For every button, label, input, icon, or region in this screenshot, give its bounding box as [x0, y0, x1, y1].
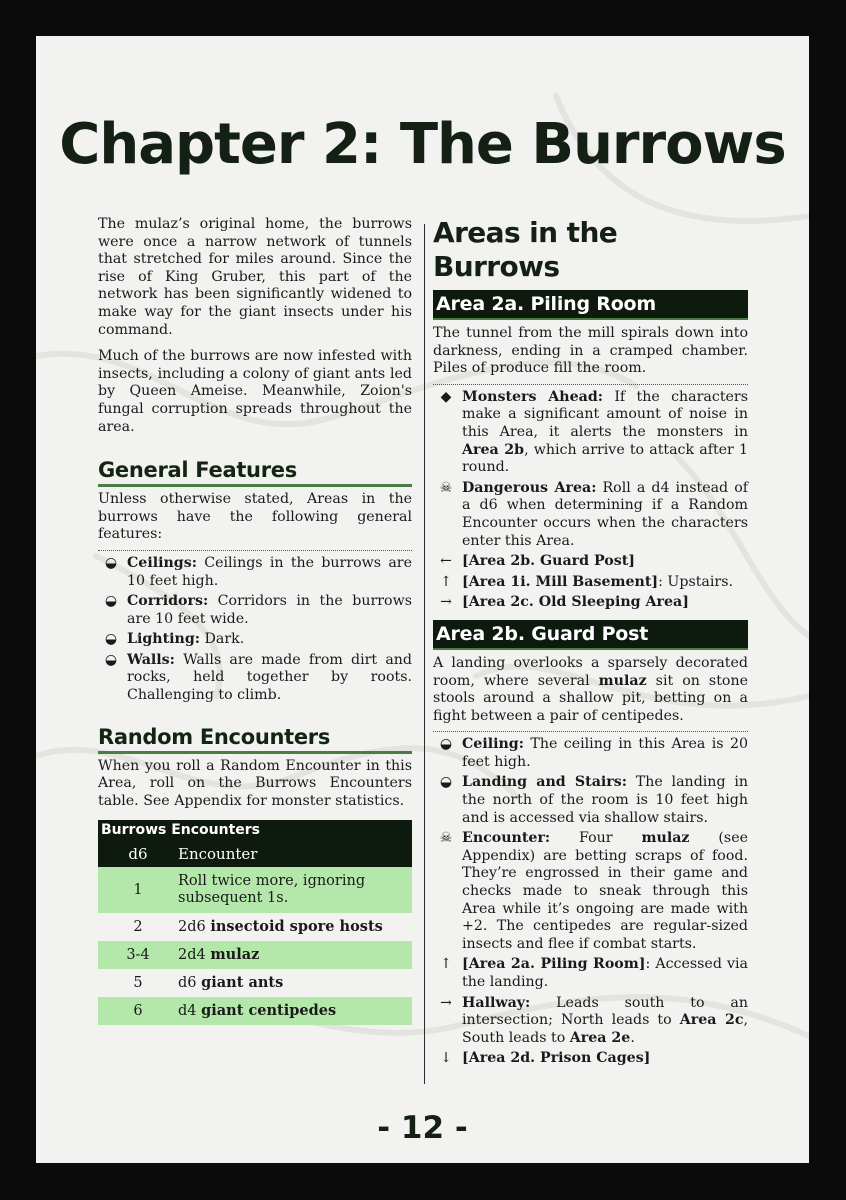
half-circle-icon: ◒ [439, 736, 453, 753]
half-circle-icon: ◒ [104, 554, 118, 571]
table-header [98, 841, 412, 867]
general-features-intro: Unless otherwise stated, Areas in the burrows have the following general features: [98, 491, 412, 543]
table-row: 2 2d6 insectoid spore hosts [133, 918, 383, 936]
feature-corridors: ◒ Corridors: Corridors in the burrows are 10 feet wide. [98, 593, 412, 628]
ceiling: ◒ Ceiling: The ceiling in this Area is 20 feet high. [433, 736, 748, 771]
area-2b-title: Area 2b. Guard Post [433, 620, 748, 650]
exit-2c: → [Area 2c. Old Sleeping Area] [433, 594, 748, 612]
feature-walls: ◒ Walls: Walls are made from dirt and rocks, held together by roots. Challenging to climb. [98, 652, 412, 705]
table-title: Burrows Encounters [98, 820, 412, 841]
area-2b-description: A landing overlooks a sparsely decorated room, where several mulaz sit on stone stools around a shallow pit, betting on a fight between a pair of centipedes. [433, 654, 748, 724]
general-features-heading: General Features [98, 458, 412, 487]
encounter: ☠ Encounter: Four mulaz (see Appendix) are betting scraps of food. They’re engrossed in their game and checks made to sneak through this Area while it’s ongoing are made with +2. The centipedes are regular-sized insects and flee if combat starts. [433, 830, 748, 953]
arrow-up-icon: ↑ [440, 573, 452, 590]
column-divider [424, 224, 425, 1084]
half-circle-icon: ◒ [104, 631, 118, 648]
hallway: → Hallway: Leads south to an intersection; North leads to Area 2c, South leads to Area 2e. [433, 995, 748, 1048]
landing-and-stairs: ◒ Landing and Stairs: The landing in the north of the room is 10 feet high and is accessed via shallow stairs. [433, 774, 748, 827]
dotted-separator [433, 384, 748, 385]
exit-1i: ↑ [Area 1i. Mill Basement]: Upstairs. [433, 574, 748, 592]
table-row: 3-4 2d4 mulaz [98, 941, 412, 969]
arrow-up-icon: ↑ [440, 956, 452, 973]
header-d6: d6 [128, 845, 148, 864]
right-column [433, 216, 748, 1071]
skull-crossbones-icon: ☠ [439, 479, 453, 496]
left-column [98, 216, 412, 1025]
table-row: 1 Roll twice more, ignoring subsequent 1s. [98, 867, 412, 913]
areas-heading: Areas in the Burrows [433, 216, 618, 283]
page [36, 36, 809, 1163]
half-circle-icon: ◒ [104, 651, 118, 668]
intro-paragraph-1: The mulaz’s original home, the burrows were once a narrow network of tunnels that stretched for miles around. Since the rise of King Gruber, this part of the network has been significantly widened to make way for the giant insects under his command. [98, 216, 412, 338]
feature-lighting: ◒ Lighting: Dark. [98, 631, 412, 649]
skull-crossbones-icon: ☠ [439, 830, 453, 847]
arrow-right-icon: → [440, 594, 452, 611]
random-encounters-heading: Random Encounters [98, 725, 412, 754]
area-2b-list [433, 736, 748, 1068]
intro-paragraph-2: Much of the burrows are now infested with insects, including a colony of giant ants led by Queen Ameise. Meanwhile, Zoion's fungal corruption spreads throughout the area. [98, 348, 412, 435]
table-row: 6 d4 giant centipedes [98, 997, 412, 1025]
encounters-table [98, 820, 412, 1025]
exit-2a: ↑ [Area 2a. Piling Room]: Accessed via the landing. [433, 956, 748, 991]
area-2a-description: The tunnel from the mill spirals down into darkness, ending in a cramped chamber. Piles of produce fill the room. [433, 325, 748, 377]
feature-ceilings: ◒ Ceilings: Ceilings in the burrows are 10 feet high. [98, 555, 412, 590]
page-number: - 12 - [377, 1110, 468, 1146]
general-features-list [98, 555, 412, 705]
arrow-left-icon: ← [440, 553, 452, 570]
header-encounter: Encounter [178, 845, 258, 864]
half-circle-icon: ◒ [439, 774, 453, 791]
exit-2b: ← [Area 2b. Guard Post] [433, 553, 748, 571]
chapter-title: Chapter 2: The Burrows [59, 112, 786, 177]
arrow-down-icon: ↓ [440, 1050, 452, 1067]
area-2a-title: Area 2a. Piling Room [433, 290, 748, 320]
dotted-separator [433, 731, 748, 732]
half-circle-icon: ◒ [104, 593, 118, 610]
dotted-separator [98, 550, 412, 551]
monsters-ahead: ◆ Monsters Ahead: If the characters make a significant amount of noise in this Area, it alerts the monsters in Area 2b, which arrive to attack after 1 round. [433, 389, 748, 477]
table-row: 5 d6 giant ants [133, 974, 284, 992]
exit-2d: ↓ [Area 2d. Prison Cages] [433, 1050, 748, 1068]
random-encounters-intro: When you roll a Random Encounter in this Area, roll on the Burrows Encounters table. See Appendix for monster statistics. [98, 757, 412, 809]
arrow-right-icon: → [440, 994, 452, 1011]
area-2a-list [433, 389, 748, 612]
dangerous-area: ☠ Dangerous Area: Roll a d4 instead of a d6 when determining if a Random Encounter occurs when the characters enter this Area. [433, 480, 748, 550]
diamond-icon: ◆ [440, 388, 452, 405]
